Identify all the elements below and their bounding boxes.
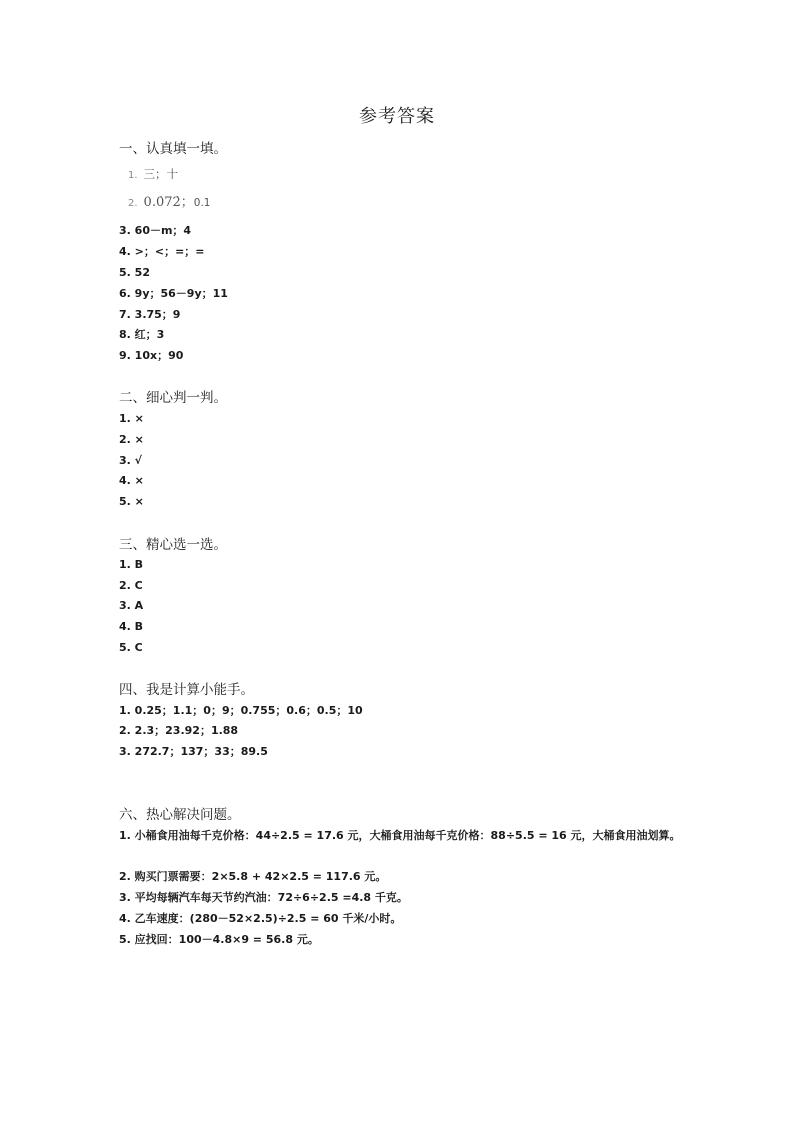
answer-item: 5. C	[119, 641, 143, 654]
section-heading-judge: 二、细心判一判。	[119, 390, 227, 406]
item-number: 1.	[128, 170, 138, 181]
answer-item: 2. 2.3；23.92；1.88	[119, 724, 239, 737]
section-heading-fill-in: 一、认真填一填。	[119, 141, 227, 157]
section-heading-solve: 六、热心解决问题。	[119, 807, 241, 823]
answer-item: 2. C	[119, 579, 143, 592]
answer-item: 4. ×	[119, 474, 144, 487]
answer-item: 3. A	[119, 599, 144, 612]
answer-item: 5. 应找回：100－4.8×9 = 56.8 元。	[119, 933, 319, 946]
answer-item: 5. 52	[119, 266, 150, 279]
answer-item: 1. 小桶食用油每千克价格：44÷2.5 = 17.6 元，大桶食用油每千克价格：88÷5.5 = 16 元，大桶食用油划算。	[119, 829, 681, 842]
answer-item: 4. B	[119, 620, 144, 633]
answer-item: 1. 0.25；1.1；0；9；0.755；0.6；0.5；10	[119, 704, 363, 717]
answer-item: 5. ×	[119, 495, 144, 508]
answer-item: 2. 购买门票需要：2×5.8 + 42×2.5 = 117.6 元。	[119, 870, 387, 883]
answer-item: 3. √	[119, 454, 142, 467]
answer-item	[128, 194, 210, 212]
item-number: 2.	[128, 198, 138, 209]
answer-item: 2. ×	[119, 433, 144, 446]
answer-item: 8. 红；3	[119, 328, 165, 341]
answer-item: 4. >；<；=；=	[119, 245, 205, 258]
answer-item: 6. 9y；56－9y；11	[119, 287, 228, 300]
answer-item: 3. 平均每辆汽车每天节约汽油：72÷6÷2.5 =4.8 千克。	[119, 891, 408, 904]
answer-item: 9. 10x；90	[119, 349, 184, 362]
item-text: 三；十	[143, 167, 179, 181]
answer-item: 3. 60－m；4	[119, 224, 192, 237]
item-text: 0.1	[193, 197, 211, 209]
answer-item: 3. 272.7；137；33；89.5	[119, 745, 268, 758]
answer-item: 7. 3.75；9	[119, 308, 181, 321]
section-heading-choose: 三、精心选一选。	[119, 537, 227, 553]
page-title: 参考答案	[359, 106, 435, 127]
answer-item: 4. 乙车速度：(280－52×2.5)÷2.5 = 60 千米/小时。	[119, 912, 402, 925]
answer-item	[128, 166, 178, 184]
answer-item: 1. ×	[119, 412, 144, 425]
repeating-decimal: 0.0̇72̇；	[143, 195, 194, 210]
section-heading-calculate: 四、我是计算小能手。	[119, 682, 254, 698]
answer-item: 1. B	[119, 558, 144, 571]
